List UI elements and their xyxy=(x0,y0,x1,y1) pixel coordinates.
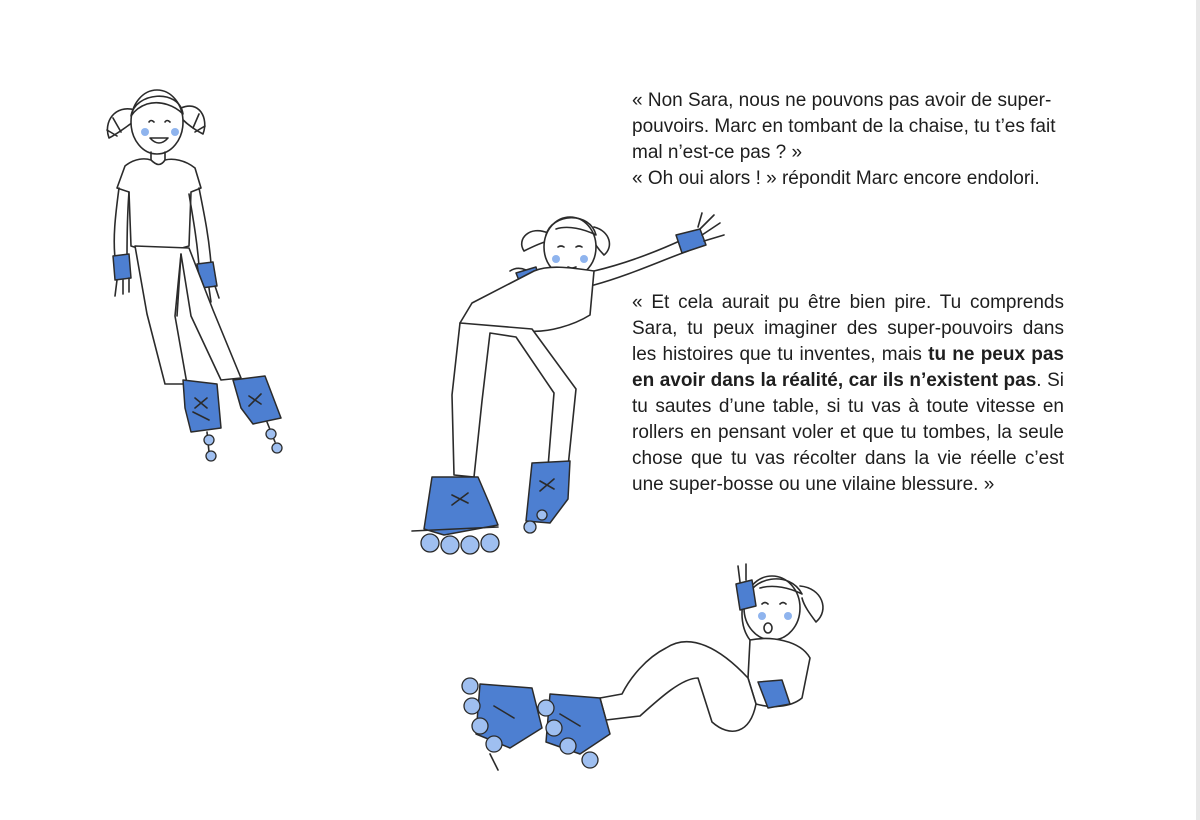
dialogue-1-line-3: mal n’est-ce pas ? » xyxy=(632,142,803,163)
dialogue-2-text-start: « Et cela aurait pu être bien pire. Tu comprends Sara, tu peux imaginer des super-pouvoirs dans les histoires que tu inventes, mais xyxy=(632,292,1064,365)
dialogue-2-text-end: . Si tu sautes d’une table, si tu vas à toute vitesse en rollers en pensant voler et que tu tombes, la seule chose que tu vas récolter dans la vie réelle c’est une super-bosse ou une vilaine blessure. » xyxy=(632,370,1064,495)
dialogue-paragraph-1 xyxy=(632,88,1072,192)
page-edge xyxy=(1196,0,1200,820)
dialogue-1-line-4: « Oh oui alors ! » répondit Marc encore endolori. xyxy=(632,168,1040,189)
girl-standing-illustration xyxy=(95,78,295,473)
dialogue-2-bold-text: tu ne peux pas en avoir dans la réalité, car ils n’existent pas xyxy=(632,344,1065,391)
dialogue-paragraph-2 xyxy=(632,290,1064,498)
girl-fallen-illustration xyxy=(450,558,850,778)
dialogue-1-line-1: « Non Sara, nous ne pouvons pas avoir de super- xyxy=(632,90,1052,111)
dialogue-1-line-2: pouvoirs. Marc en tombant de la chaise, tu t’es fait xyxy=(632,116,1056,137)
